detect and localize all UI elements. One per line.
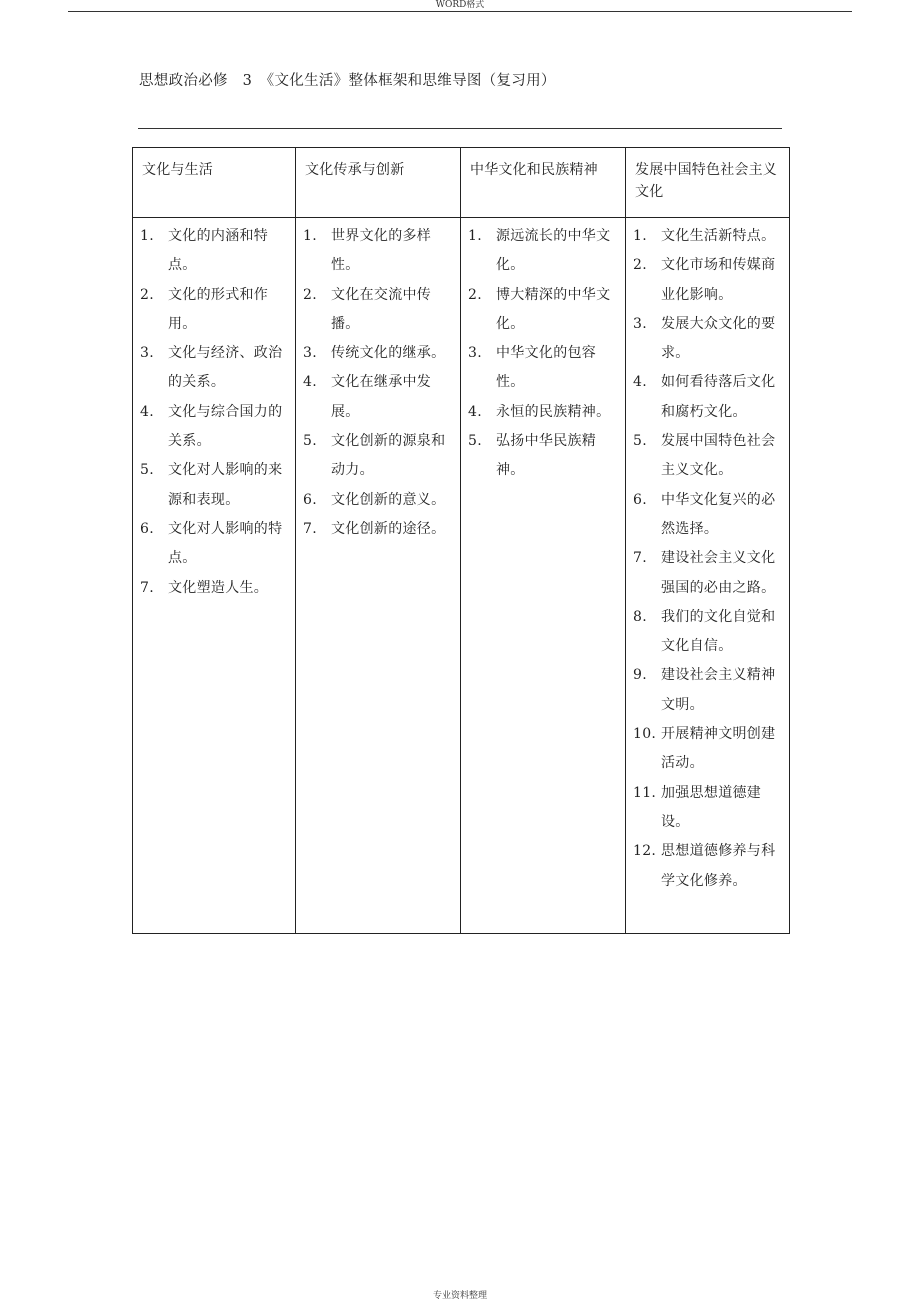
item-number: 7.: [633, 550, 647, 567]
item-number: 11.: [633, 784, 657, 801]
list-item: [468, 427, 617, 486]
framework-table: [132, 147, 790, 934]
item-text: 文化生活新特点。: [661, 228, 776, 244]
item-text: 文化市场和传媒商业化影响。: [661, 257, 776, 303]
item-number: 10.: [633, 726, 657, 743]
item-text: 建设社会主义文化强国的必由之路。: [661, 550, 776, 596]
list-item: [303, 486, 452, 515]
list-item: [633, 251, 781, 310]
item-text: 世界文化的多样性。: [331, 228, 432, 274]
list-item: [468, 222, 617, 281]
table-header-row: [133, 148, 790, 218]
outline-list: [140, 222, 287, 603]
item-number: 5.: [633, 433, 647, 450]
item-text: 文化创新的意义。: [331, 491, 446, 508]
list-item: [633, 779, 781, 838]
title-rule: [138, 128, 782, 129]
list-item: [140, 281, 287, 340]
column-header-chinese-culture-national-spirit: 中华文化和民族精神: [461, 148, 626, 218]
item-number: 7.: [140, 579, 154, 596]
list-item: [140, 515, 287, 574]
item-number: 5.: [140, 462, 154, 479]
item-text: 文化的内涵和特点。: [168, 228, 269, 274]
column-cell: [133, 218, 296, 934]
column-header-socialist-culture: 发展中国特色社会主义文化: [626, 148, 790, 218]
list-item: [633, 603, 781, 662]
item-number: 1.: [140, 228, 154, 244]
list-item: [633, 368, 781, 427]
list-item: [633, 661, 781, 720]
outline-list: [303, 222, 452, 544]
list-item: [303, 339, 452, 368]
item-number: 3.: [633, 315, 647, 332]
list-item: [468, 339, 617, 398]
item-number: 3.: [303, 345, 317, 362]
outline-list: [633, 222, 781, 896]
item-number: 6.: [633, 491, 647, 508]
item-number: 2.: [303, 286, 317, 303]
item-text: 中华文化复兴的必然选择。: [661, 491, 776, 537]
list-item: [468, 281, 617, 340]
outline-list: [468, 222, 617, 486]
item-text: 文化的形式和作用。: [168, 286, 269, 332]
column-header-culture-and-life: 文化与生活: [133, 148, 296, 218]
item-number: 8.: [633, 608, 647, 625]
list-item: [633, 427, 781, 486]
list-item: [140, 574, 287, 603]
item-text: 文化在继承中发展。: [331, 374, 432, 420]
table-body-row: [133, 218, 790, 934]
item-text: 弘扬中华民族精神。: [496, 433, 597, 479]
header-rule: [68, 11, 852, 12]
item-number: 1.: [633, 228, 647, 244]
list-item: [140, 398, 287, 457]
list-item: [140, 339, 287, 398]
item-number: 3.: [140, 345, 154, 362]
item-text: 文化对人影响的来源和表现。: [168, 462, 283, 508]
list-item: [303, 368, 452, 427]
item-number: 4.: [303, 374, 317, 391]
item-number: 2.: [633, 257, 647, 274]
item-number: 4.: [633, 374, 647, 391]
list-item: [303, 427, 452, 486]
page-header: WORD格式: [435, 0, 485, 10]
item-text: 源远流长的中华文化。: [496, 228, 611, 274]
list-item: [633, 310, 781, 369]
item-text: 我们的文化自觉和文化自信。: [661, 608, 776, 655]
item-number: 12.: [633, 843, 657, 860]
list-item: [633, 486, 781, 545]
item-number: 4.: [140, 403, 154, 420]
item-text: 永恒的民族精神。: [496, 403, 611, 420]
item-text: 发展中国特色社会主义文化。: [661, 433, 776, 479]
list-item: [140, 222, 287, 281]
column-cell: [626, 218, 790, 934]
column-header-inheritance-and-innovation: 文化传承与创新: [296, 148, 461, 218]
item-number: 4.: [468, 403, 482, 420]
item-number: 2.: [468, 286, 482, 303]
item-number: 7.: [303, 520, 317, 537]
list-item: [633, 720, 781, 779]
list-item: [633, 837, 781, 896]
item-number: 1.: [303, 228, 317, 244]
item-text: 文化与经济、政治的关系。: [168, 345, 283, 391]
item-text: 文化创新的源泉和动力。: [331, 433, 446, 479]
list-item: [140, 456, 287, 515]
list-item: [303, 222, 452, 281]
item-number: 1.: [468, 228, 482, 244]
item-text: 文化与综合国力的关系。: [168, 403, 283, 450]
item-text: 开展精神文明创建活动。: [661, 726, 776, 772]
list-item: [633, 222, 781, 251]
item-number: 5.: [468, 433, 482, 450]
item-text: 文化塑造人生。: [168, 579, 269, 596]
item-number: 2.: [140, 286, 154, 303]
item-text: 加强思想道德建设。: [661, 784, 762, 830]
page-footer: 专业资料整理: [432, 1291, 487, 1301]
item-text: 文化对人影响的特点。: [168, 520, 283, 567]
item-text: 传统文化的继承。: [331, 345, 446, 362]
list-item: [303, 515, 452, 544]
item-text: 文化在交流中传播。: [331, 286, 432, 332]
column-cell: [296, 218, 461, 934]
item-number: 9.: [633, 667, 647, 684]
item-number: 6.: [140, 520, 154, 537]
item-number: 3.: [468, 345, 482, 362]
item-number: 5.: [303, 433, 317, 450]
list-item: [303, 281, 452, 340]
item-text: 建设社会主义精神文明。: [661, 667, 776, 713]
item-text: 中华文化的包容性。: [496, 345, 597, 391]
item-text: 博大精深的中华文化。: [496, 286, 611, 332]
item-text: 发展大众文化的要求。: [661, 315, 776, 362]
column-cell: [461, 218, 626, 934]
list-item: [468, 398, 617, 427]
item-text: 文化创新的途径。: [331, 520, 446, 537]
list-item: [633, 544, 781, 603]
document-title: 思想政治必修 3 《文化生活》整体框架和思维导图（复习用）: [139, 73, 556, 89]
item-text: 如何看待落后文化和腐朽文化。: [661, 374, 776, 420]
item-text: 思想道德修养与科学文化修养。: [661, 843, 776, 889]
item-number: 6.: [303, 491, 317, 508]
